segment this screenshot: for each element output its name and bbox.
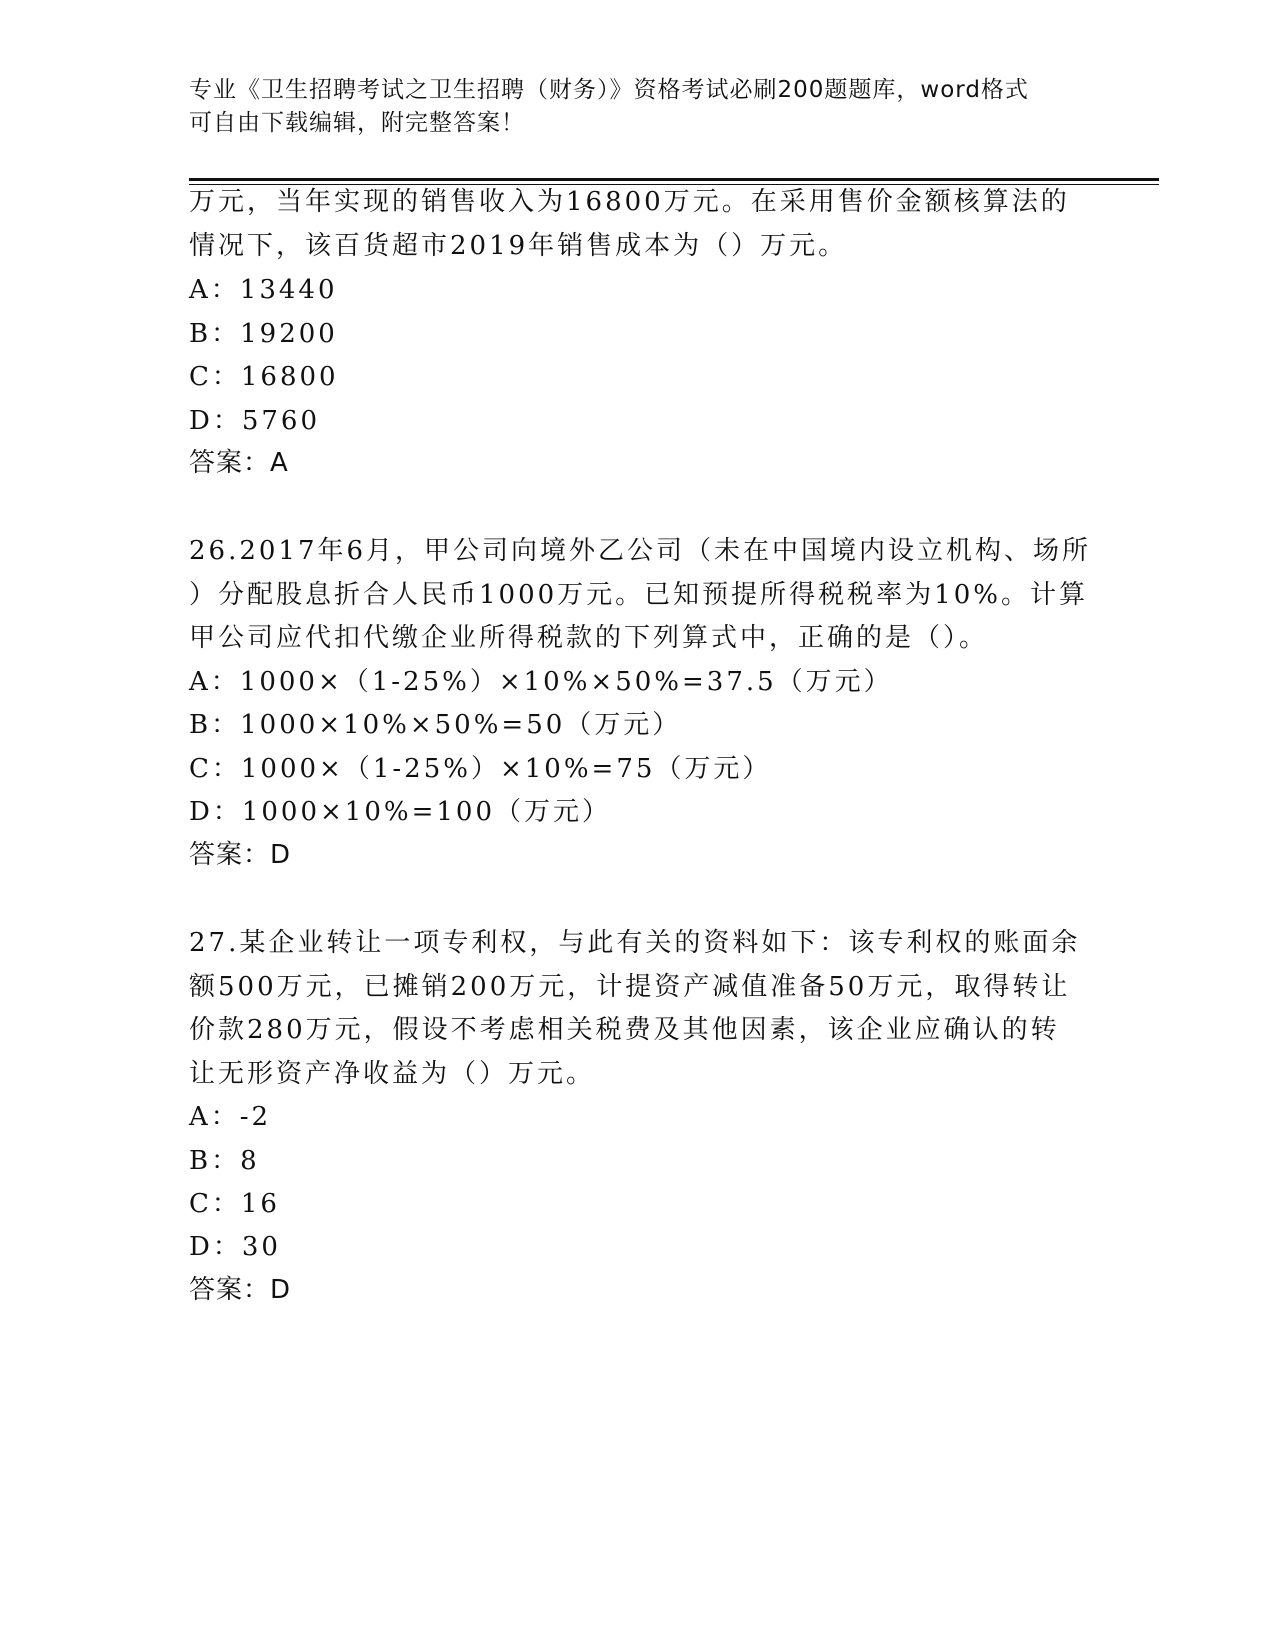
- answer-label: 答案：D: [189, 840, 292, 870]
- question-stem-line: 让无形资产净收益为（）万元。: [189, 1059, 596, 1089]
- option-b: B：8: [189, 1146, 260, 1176]
- document-header: [189, 74, 1069, 140]
- header-title-line-2: 可自由下载编辑，附完整答案！: [189, 110, 525, 136]
- option-c: C：16: [189, 1189, 280, 1219]
- answer-label: 答案：D: [189, 1275, 292, 1305]
- header-title-line-1: 专业《卫生招聘考试之卫生招聘（财务）》资格考试必刷200题题库，word格式: [189, 77, 1029, 103]
- question-stem-line: 27.某企业转让一项专利权，与此有关的资料如下：该专利权的账面余: [189, 928, 1081, 958]
- option-d: D：5760: [189, 406, 321, 436]
- option-d: D：1000×10%=100（万元）: [189, 797, 611, 827]
- option-a: A：1000×（1-25%）×10%×50%=37.5（万元）: [189, 667, 893, 697]
- option-a: A：13440: [189, 275, 338, 305]
- option-b: B：19200: [189, 319, 338, 349]
- question-stem-line: ）分配股息折合人民币1000万元。已知预提所得税税率为10%。计算: [189, 580, 1088, 610]
- question-stem-line: 万元，当年实现的销售收入为16800万元。在采用售价金额核算法的: [189, 187, 1070, 217]
- question-stem-line: 情况下，该百货超市2019年销售成本为（）万元。: [189, 231, 848, 261]
- option-c: C：16800: [189, 362, 339, 392]
- option-d: D：30: [189, 1232, 281, 1262]
- option-b: B：1000×10%×50%=50（万元）: [189, 710, 682, 740]
- question-stem-line: 26.2017年6月，甲公司向境外乙公司（未在中国境内设立机构、场所: [189, 536, 1092, 566]
- question-stem-line: 价款280万元，假设不考虑相关税费及其他因素，该企业应确认的转: [189, 1015, 1060, 1045]
- header-rule-thick: [189, 178, 1159, 181]
- answer-label: 答案：A: [189, 448, 289, 478]
- question-stem-line: 甲公司应代扣代缴企业所得税款的下列算式中，正确的是（）。: [189, 623, 989, 653]
- option-a: A：-2: [189, 1102, 272, 1132]
- question-stem-line: 额500万元，已摊销200万元，计提资产减值准备50万元，取得转让: [189, 972, 1071, 1002]
- option-c: C：1000×（1-25%）×10%=75（万元）: [189, 754, 772, 784]
